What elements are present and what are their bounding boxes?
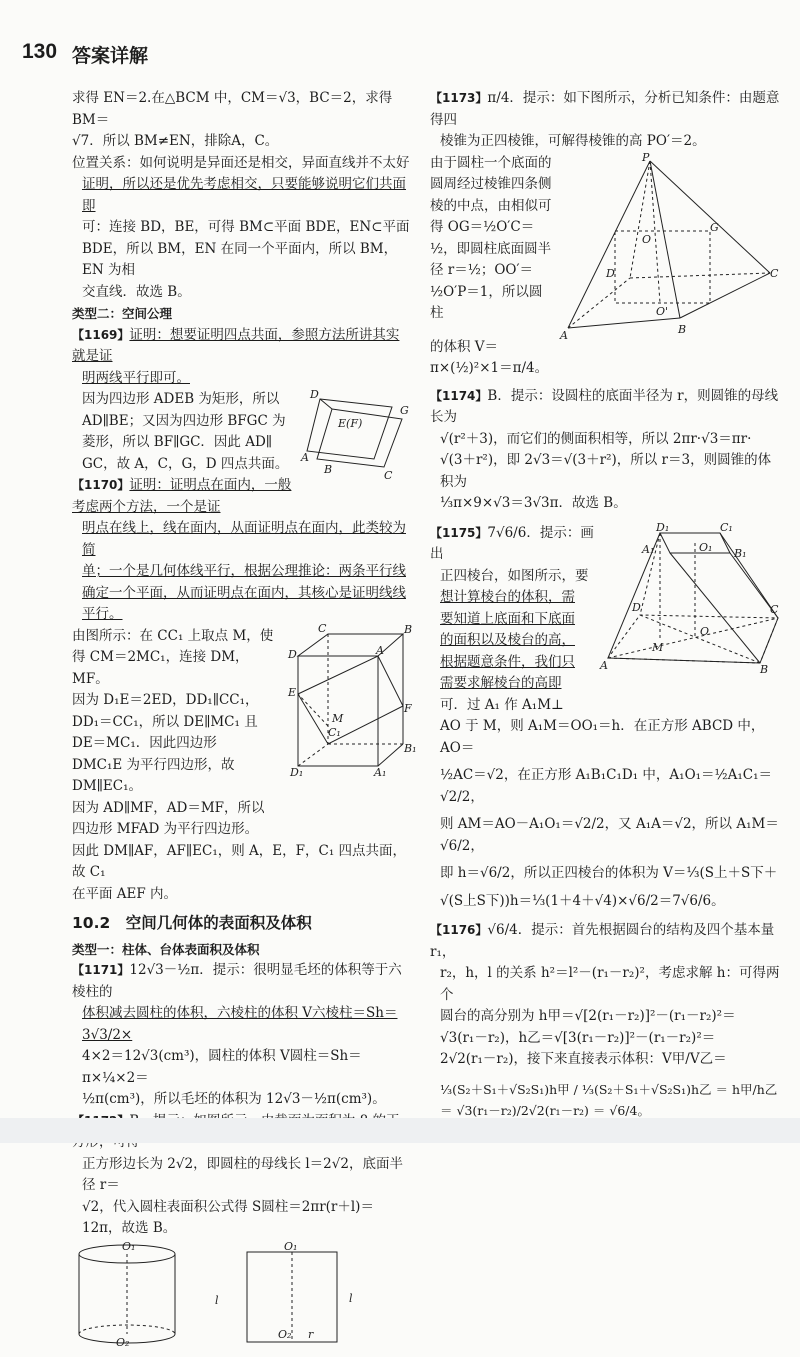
svg-text:C: C [770,602,779,616]
svg-text:E: E [288,685,297,699]
question-1171 [72,960,412,1003]
text-line: √(3＋r²)，即 2√3＝√(3＋r²)，所以 r＝3，则圆锥的体积为 [440,452,772,490]
svg-text:O₂: O₂ [278,1327,292,1341]
text-line: ½π(cm³)，所以毛坯的体积为 12√3－½π(cm³)。 [82,1091,386,1107]
svg-text:B: B [324,463,333,476]
text-line: 的面积以及棱台的高， [440,632,575,648]
svg-text:A: A [376,643,384,657]
svg-text:C: C [384,469,393,482]
text-line: 棱锥为正四棱锥，可解得棱锥的高 PO′＝2。 [440,133,706,149]
text-line: 得 OG＝½O′C＝ [430,219,535,235]
text-line: √(r²＋3)，而它们的侧面积相等，所以 2πr·√3＝πr· [440,430,752,447]
svg-text:A: A [301,451,309,464]
text-line: 明两线平行即可。 [82,369,190,386]
text-line: 求得 EN＝2.在△BCM 中，CM＝√3，BC＝2，求得 BM＝ [72,90,393,128]
question-number: 【1176】 [430,923,488,937]
text-line: √3(r₁－r₂)，h乙＝√[3(r₁－r₂)]²－(r₁－r₂)²＝ [440,1029,716,1046]
text-line: 根据题意条件，我们只 [440,653,575,670]
svg-text:C₁: C₁ [720,520,733,534]
svg-text:O': O' [656,304,669,318]
type-heading: 类型二：空间公理 [72,306,173,321]
section-title: 10.2 空间几何体的表面积及体积 [72,914,312,932]
text-line: 2√2(r₁－r₂)，接下来直接表示体积：V甲/V乙＝ [440,1051,727,1067]
pyramid-cylinder-figure [560,150,780,343]
question-1169 [72,325,412,368]
text-line: BDE，所以 BM，EN 在同一个平面内，所以 BM，EN 为相 [82,240,398,278]
svg-text:C: C [318,621,327,635]
text-line: 因为 AD∥MF，AD＝MF，所以 [72,799,265,816]
text-line: 菱形，所以 BF∥GC．因此 AD∥ [82,434,273,450]
svg-text:O₂: O₂ [116,1335,130,1349]
text-line: 交直线．故选 B。 [82,283,191,300]
svg-text:E(F): E(F) [338,417,363,430]
svg-text:D: D [288,647,297,661]
text-line: 位置关系：如何说明是异面还是相交，异面直线并不太好 [72,154,410,171]
text-line: 可．过 A₁ 作 A₁M⊥ [440,696,564,713]
svg-text:G: G [400,404,409,417]
question-number: 【1173】 [430,91,488,105]
text-line: DM∥EC₁。 [72,778,142,794]
text-line: 的体积 V＝π×(½)²×1＝π/4。 [430,338,549,376]
figure-1169-block [72,388,412,482]
question-1174 [430,386,780,429]
question-number: 【1175】 [430,525,488,540]
figure-1170-block [72,621,417,841]
question-number: 【1170】 [72,478,130,492]
text-span: π/4．提示：如下图所示，分析已知条件：由题意得四 [430,90,780,128]
text-line: √7．所以 BM≠EN，排除A，C。 [72,133,279,149]
page-header [0,40,800,70]
page-title: 答案详解 [72,45,149,67]
frustum-figure [600,520,780,676]
svg-text:B₁: B₁ [734,546,747,560]
text-span: B．提示：设圆柱的底面半径为 r，则圆锥的母线长为 [430,387,779,425]
text-line: 四边形 MFAD 为平行四边形。 [72,821,259,837]
text-line: ½，即圆柱底面圆半 [430,240,552,257]
text-line: 在平面 AEF 内。 [72,885,178,902]
text-line: DE＝MC₁．因此四边形 [72,735,217,751]
parallelepiped-figure [302,389,412,481]
text-line: GC，故 A，C，G，D 四点共面。 [82,455,289,472]
text-line: AD∥BE；又因为四边形 BFGC 为 [82,412,286,429]
svg-text:B₁: B₁ [404,741,417,755]
text-span: 12√3－½π．提示：很明显毛坯的体积等于六棱柱的 [72,962,402,1000]
text-line: ⅓(S₂＋S₁＋√S₂S₁)h甲 / ⅓(S₂＋S₁＋√S₂S₁)h乙 ＝ h甲/h乙 ＝ √3(r₁－r₂)/2√2(r₁－r₂) ＝ √6/4。 [440,1081,778,1118]
svg-text:D: D [606,266,615,280]
svg-text:C: C [770,266,779,280]
text-line: ½O′P＝1，所以圆柱 [430,283,543,321]
cube-figure [288,621,417,779]
text-line: 平行。 [82,606,123,622]
svg-text:l: l [349,1291,353,1305]
svg-text:A₁: A₁ [374,765,387,779]
svg-text:A₁: A₁ [642,542,655,556]
text-span: √6/4．提示：首先根据圆台的结构及四个基本量 r₁， [430,922,775,960]
text-span: 证明：想要证明四点共面，参照方法所讲其实就是证 [72,326,400,364]
text-line: 正方形边长为 2√2，即圆柱的母线长 l＝2√2，底面半径 r＝ [82,1155,403,1193]
figure-1173-block [430,150,780,342]
svg-text:P: P [642,150,650,164]
text-span: 7√6/6．提示：画出 [430,524,594,562]
svg-text:M: M [652,640,664,654]
left-column [72,88,417,1357]
text-line: 得 CM＝2MC₁，连接 DM，MF。 [72,649,249,687]
svg-text:B: B [678,322,687,336]
svg-text:O: O [700,624,710,638]
page-bottom-strip [0,1118,800,1143]
text-line: 明点在线上，线在面内，从面证明点在面内，此类较为简 [82,520,406,558]
text-line: 则 AM＝AO－A₁O₁＝√2/2，又 A₁A＝√2，所以 A₁M＝√6/2， [440,816,779,854]
text-line: √(S上S下))h＝⅓(1＋4＋√4)×√6/2＝7√6/6。 [440,892,725,909]
text-line: 4×2＝12√3(cm³)，圆柱的体积 V圆柱＝Sh＝π×¼×2＝ [82,1048,362,1086]
svg-text:O: O [642,232,652,246]
text-line: AO 于 M，则 A₁M＝OO₁＝h．在正方形 ABCD 中，AO＝ [440,718,765,756]
svg-text:D: D [310,388,319,401]
text-line: 要知道上底面和下底面 [440,610,575,627]
text-line: ½AC＝√2，在正方形 A₁B₁C₁D₁ 中，A₁O₁＝½A₁C₁＝√2/2， [440,767,773,805]
text-line: 确定一个平面，从而证明点在面内，其核心是证明线线 [82,584,406,601]
svg-text:A: A [560,328,568,342]
text-line: 圆台的高分别为 h甲＝√[2(r₁－r₂)]²－(r₁－r₂)²＝ [440,1008,736,1024]
svg-text:G: G [710,220,719,234]
text-line: 棱的中点，由相似可 [430,197,552,214]
question-number: 【1171】 [72,963,130,977]
question-number: 【1174】 [430,388,488,403]
text-line: 因为四边形 ADEB 为矩形，所以 [82,391,280,407]
text-line: 圆周经过棱锥四条侧 [430,176,552,192]
text-line: 想计算棱台的体积，需 [440,589,575,605]
text-line: 可：连接 BD，BE，可得 BM⊂平面 BDE，EN⊂平面 [82,219,410,235]
figure-1175-block [430,520,780,717]
svg-text:D: D [632,600,641,614]
right-column [430,88,780,1122]
text-line: 即 h＝√6/2，所以正四棱台的体积为 V＝⅓(S上＋S下＋ [440,865,778,881]
text-line: DD₁＝CC₁，所以 DE∥MC₁ 且 [72,713,258,730]
text-line: r₂，h，l 的关系 h²＝l²－(r₁－r₂)²，考虑求解 h：可得两个 [440,965,780,1003]
question-number: 【1169】 [72,327,130,342]
svg-text:D₁: D₁ [290,765,304,779]
svg-text:C₁: C₁ [328,725,341,739]
question-1176 [430,920,780,963]
svg-text:D₁: D₁ [656,520,670,534]
text-line: DMC₁E 为平行四边形，故 [72,756,235,773]
text-line: 需要求解棱台的高即 [440,675,562,691]
text-line: 由图所示：在 CC₁ 上取点 M，使 [72,627,274,644]
type-heading: 类型一：柱体、台体表面积及体积 [72,941,260,957]
svg-text:l: l [215,1293,219,1307]
text-line: 体积减去圆柱的体积，六棱柱的体积 V六棱柱＝Sh＝3√3/2× [82,1005,398,1043]
text-line: 证明，所以还是优先考虑相交，只要能够说明它们共面即 [82,176,406,214]
text-span: 证明：证明点在面内，一般考虑两个方法，一个是证 [72,477,292,515]
page-number: 130 [22,40,58,63]
text-line: 因为 D₁E＝2ED，DD₁∥CC₁， [72,692,259,708]
svg-text:r: r [308,1327,314,1341]
cylinder-and-section-figure [72,1240,372,1350]
text-line: 因此 DM∥AF，AF∥EC₁，则 A，E，F，C₁ 四点共面，故 C₁ [72,842,407,880]
svg-text:O₁: O₁ [699,540,713,554]
text-line: ⅓π×9×√3＝3√3π．故选 B。 [440,495,627,511]
text-line: 正四棱台，如图所示，要 [440,567,589,584]
svg-text:A: A [600,658,608,672]
text-line: 由于圆柱一个底面的 [430,154,552,171]
text-line: 单；一个是几何体线平行，根据公理推论：两条平行线 [82,563,406,579]
text-line: √2，代入圆柱表面积公式得 S圆柱＝2πr(r＋l)＝12π，故选 B。 [82,1198,374,1236]
question-1170 [72,475,412,518]
svg-text:M: M [332,711,344,725]
svg-text:B: B [404,622,413,636]
svg-text:O₁: O₁ [284,1239,298,1253]
text-line: 径 r＝½；OO′＝ [430,262,534,278]
svg-text:B: B [760,662,769,676]
question-1173 [430,88,780,131]
svg-text:F: F [404,701,412,715]
svg-text:O₁: O₁ [122,1239,136,1253]
